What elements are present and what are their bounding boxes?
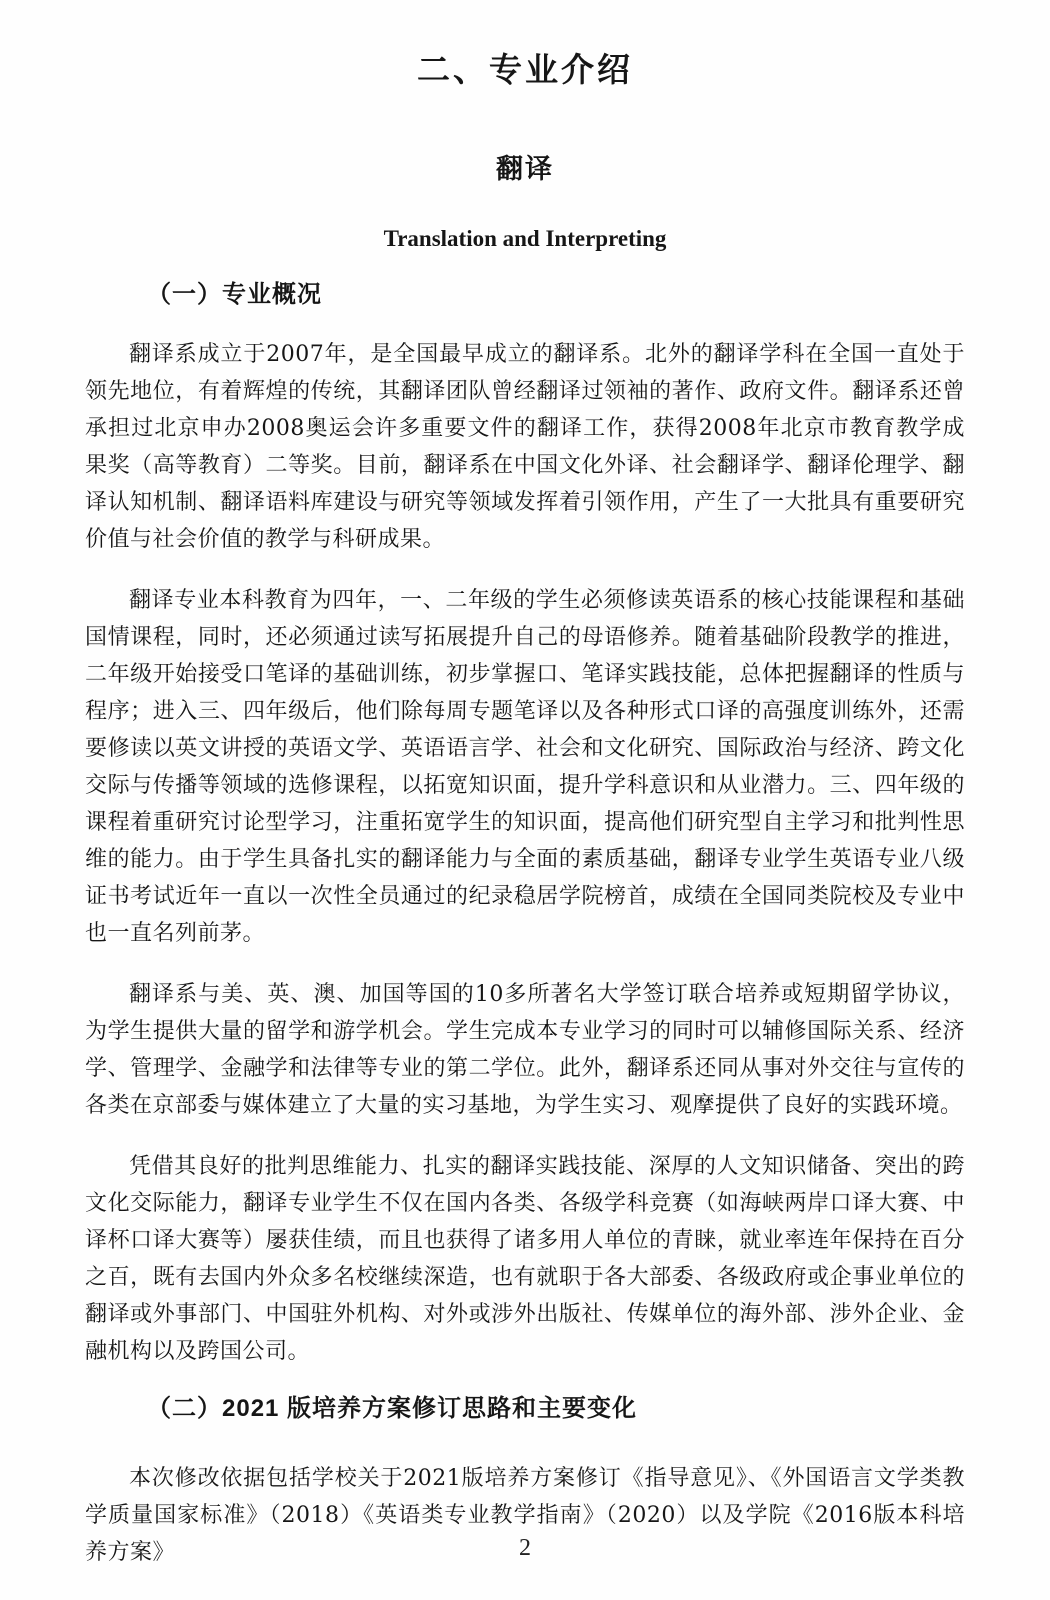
section-2-heading: （二）2021 版培养方案修订思路和主要变化 <box>147 1395 638 1422</box>
page-number: 2 <box>519 1535 531 1561</box>
major-title-en: Translation and Interpreting <box>383 226 667 251</box>
section-1-paragraph-3: 翻译系与美、英、澳、加国等国的10多所著名大学签订联合培养或短期留学协议，为学生提供大量的留学和游学机会。学生完成本专业学习的同时可以辅修国际关系、经济学、管理学、金融学和法律等专业的第二学位。此外，翻译系还同从事对外交往与宣传的各类在京部委与媒体建立了大量的实习基地，为学生实习、观摩提供了良好的实践环境。 <box>85 982 965 1118</box>
section-1-heading: （一）专业概况 <box>147 281 322 308</box>
page-title: 二、专业介绍 <box>417 51 633 88</box>
major-title-zh: 翻译 <box>496 154 554 184</box>
section-1-paragraph-2: 翻译专业本科教育为四年，一、二年级的学生必须修读英语系的核心技能课程和基础国情课程，同时，还必须通过读写拓展提升自己的母语修养。随着基础阶段教学的推进，二年级开始接受口笔译的基础训练，初步掌握口、笔译实践技能，总体把握翻译的性质与程序；进入三、四年级后，他们除每周专题笔译以及各种形式口译的高强度训练外，还需要修读以英文讲授的英语文学、英语语言学、社会和文化研究、国际政治与经济、跨文化交际与传播等领域的选修课程，以拓宽知识面，提升学科意识和从业潜力。三、四年级的课程着重研究讨论型学习，注重拓宽学生的知识面，提高他们研究型自主学习和批判性思维的能力。由于学生具备扎实的翻译能力与全面的素质基础，翻译专业学生英语专业八级证书考试近年一直以一次性全员通过的纪录稳居学院榜首，成绩在全国同类院校及专业中也一直名列前茅。 <box>85 588 965 946</box>
section-2-paragraph-1: 本次修改依据包括学校关于2021版培养方案修订《指导意见》、《外国语言文学类教学质量国家标准》（2018）《英语类专业教学指南》（2020）以及学院《2016版本科培养方案》 <box>85 1466 965 1565</box>
section-1-paragraph-1: 翻译系成立于2007年，是全国最早成立的翻译系。北外的翻译学科在全国一直处于领先地位，有着辉煌的传统，其翻译团队曾经翻译过领袖的著作、政府文件。翻译系还曾承担过北京申办2008奥运会许多重要文件的翻译工作，获得2008年北京市教育教学成果奖（高等教育）二等奖。目前，翻译系在中国文化外译、社会翻译学、翻译伦理学、翻译认知机制、翻译语料库建设与研究等领域发挥着引领作用，产生了一大批具有重要研究价值与社会价值的教学与科研成果。 <box>85 342 965 552</box>
section-1-paragraph-4: 凭借其良好的批判思维能力、扎实的翻译实践技能、深厚的人文知识储备、突出的跨文化交际能力，翻译专业学生不仅在国内各类、各级学科竞赛（如海峡两岸口译大赛、中译杯口译大赛等）屡获佳绩，而且也获得了诸多用人单位的青睐，就业率连年保持在百分之百，既有去国内外众多名校继续深造，也有就职于各大部委、各级政府或企事业单位的翻译或外事部门、中国驻外机构、对外或涉外出版社、传媒单位的海外部、涉外企业、金融机构以及跨国公司。 <box>85 1154 965 1364</box>
